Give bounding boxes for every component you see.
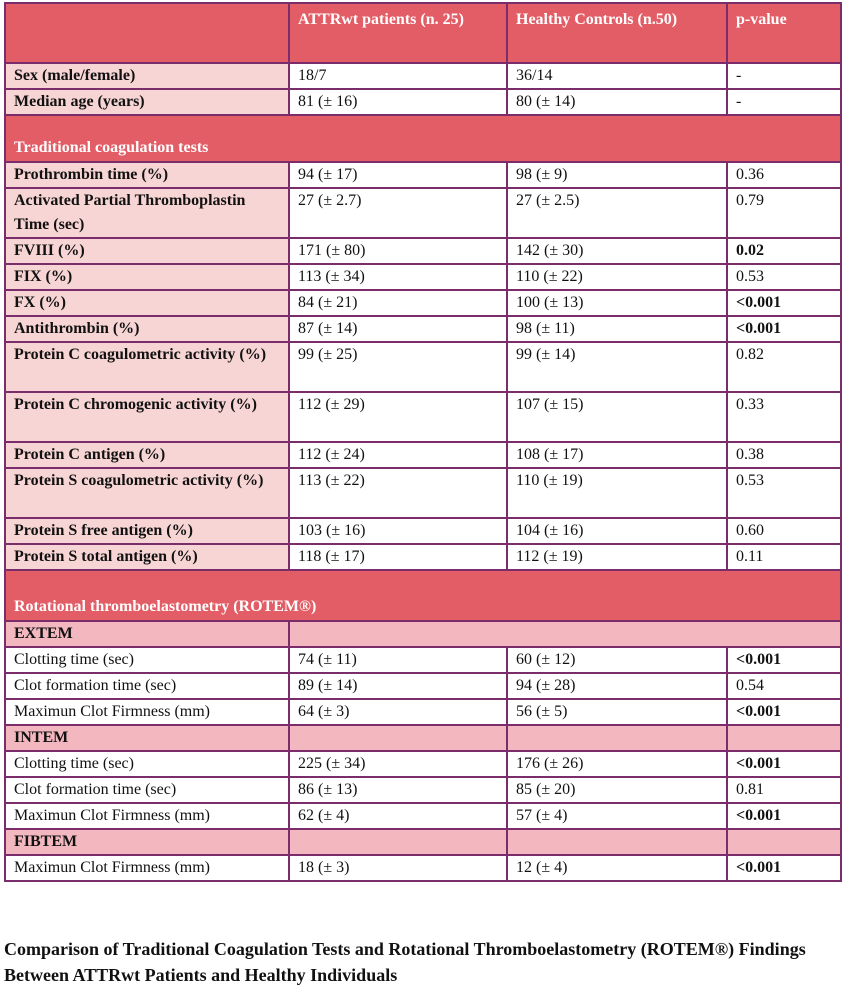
p-value: 0.38: [727, 442, 841, 468]
control-value: 60 (± 12): [507, 647, 727, 673]
header-controls: Healthy Controls (n.50): [507, 3, 727, 63]
table-row: [5, 290, 841, 316]
p-value: 0.53: [727, 468, 841, 518]
row-label: Clot formation time (sec): [5, 777, 289, 803]
section-header-row: [5, 570, 841, 621]
control-value: 94 (± 28): [507, 673, 727, 699]
attrwt-value: 112 (± 24): [289, 442, 507, 468]
p-value: <0.001: [727, 316, 841, 342]
attrwt-value: 118 (± 17): [289, 544, 507, 570]
table-header-row: [5, 3, 841, 63]
subsection-fill: [507, 829, 727, 855]
subsection-title: FIBTEM: [5, 829, 289, 855]
p-value: 0.82: [727, 342, 841, 392]
control-value: 12 (± 4): [507, 855, 727, 881]
control-value: 110 (± 19): [507, 468, 727, 518]
row-label: Protein S coagulometric activity (%): [5, 468, 289, 518]
attrwt-value: 225 (± 34): [289, 751, 507, 777]
attrwt-value: 27 (± 2.7): [289, 188, 507, 238]
row-label: Protein C coagulometric activity (%): [5, 342, 289, 392]
subsection-fill: [507, 725, 727, 751]
p-value: 0.54: [727, 673, 841, 699]
row-label: Median age (years): [5, 89, 289, 115]
control-value: 36/14: [507, 63, 727, 89]
control-value: 176 (± 26): [507, 751, 727, 777]
p-value: <0.001: [727, 647, 841, 673]
attrwt-value: 62 (± 4): [289, 803, 507, 829]
p-value: 0.81: [727, 777, 841, 803]
table-row: [5, 392, 841, 442]
attrwt-value: 64 (± 3): [289, 699, 507, 725]
row-label: Protein S free antigen (%): [5, 518, 289, 544]
control-value: 142 (± 30): [507, 238, 727, 264]
table-row: [5, 89, 841, 115]
row-label: Maximun Clot Firmness (mm): [5, 803, 289, 829]
control-value: 104 (± 16): [507, 518, 727, 544]
table-caption: Comparison of Traditional Coagulation Tests and Rotational Thromboelastometry (ROTEM®) Findings Between ATTRwt Patients and Healthy Individuals: [4, 939, 806, 985]
row-label: Protein C chromogenic activity (%): [5, 392, 289, 442]
p-value: <0.001: [727, 751, 841, 777]
table-row: [5, 751, 841, 777]
control-value: 108 (± 17): [507, 442, 727, 468]
subsection-fill: [289, 725, 507, 751]
p-value: <0.001: [727, 699, 841, 725]
control-value: 112 (± 19): [507, 544, 727, 570]
row-label: Clot formation time (sec): [5, 673, 289, 699]
p-value: -: [727, 63, 841, 89]
subsection-fill: [289, 829, 507, 855]
attrwt-value: 113 (± 34): [289, 264, 507, 290]
attrwt-value: 94 (± 17): [289, 162, 507, 188]
attrwt-value: 84 (± 21): [289, 290, 507, 316]
p-value: 0.53: [727, 264, 841, 290]
table-row: [5, 342, 841, 392]
table-row: [5, 162, 841, 188]
subsection-fill: [727, 829, 841, 855]
p-value: <0.001: [727, 290, 841, 316]
row-label: Maximun Clot Firmness (mm): [5, 855, 289, 881]
control-value: 99 (± 14): [507, 342, 727, 392]
header-p-value: p-value: [727, 3, 841, 63]
p-value: 0.33: [727, 392, 841, 442]
attrwt-value: 113 (± 22): [289, 468, 507, 518]
control-value: 80 (± 14): [507, 89, 727, 115]
subsection-row: [5, 725, 841, 751]
table-row: [5, 544, 841, 570]
subsection-fill: [289, 621, 841, 647]
results-table: [4, 2, 842, 882]
control-value: 100 (± 13): [507, 290, 727, 316]
row-label: Clotting time (sec): [5, 751, 289, 777]
table-row: [5, 316, 841, 342]
table-row: [5, 518, 841, 544]
p-value: 0.11: [727, 544, 841, 570]
attrwt-value: 99 (± 25): [289, 342, 507, 392]
control-value: 27 (± 2.5): [507, 188, 727, 238]
row-label: FX (%): [5, 290, 289, 316]
attrwt-value: 18 (± 3): [289, 855, 507, 881]
subsection-row: [5, 829, 841, 855]
control-value: 85 (± 20): [507, 777, 727, 803]
attrwt-value: 81 (± 16): [289, 89, 507, 115]
attrwt-value: 18/7: [289, 63, 507, 89]
row-label: Activated Partial Thromboplastin Time (sec): [5, 188, 289, 238]
row-label: Antithrombin (%): [5, 316, 289, 342]
table-row: [5, 673, 841, 699]
control-value: 56 (± 5): [507, 699, 727, 725]
row-label: Protein C antigen (%): [5, 442, 289, 468]
table-row: [5, 188, 841, 238]
p-value: <0.001: [727, 803, 841, 829]
section-title: Rotational thromboelastometry (ROTEM®): [5, 570, 841, 621]
attrwt-value: 112 (± 29): [289, 392, 507, 442]
p-value: 0.36: [727, 162, 841, 188]
row-label: Sex (male/female): [5, 63, 289, 89]
subsection-row: [5, 621, 841, 647]
attrwt-value: 74 (± 11): [289, 647, 507, 673]
row-label: FIX (%): [5, 264, 289, 290]
table-row: [5, 238, 841, 264]
table-row: [5, 442, 841, 468]
attrwt-value: 89 (± 14): [289, 673, 507, 699]
subsection-title: EXTEM: [5, 621, 289, 647]
table-row: [5, 264, 841, 290]
table-row: [5, 468, 841, 518]
table-row: [5, 855, 841, 881]
table-row: [5, 803, 841, 829]
table-row: [5, 777, 841, 803]
row-label: Prothrombin time (%): [5, 162, 289, 188]
table-row: [5, 647, 841, 673]
row-label: Maximun Clot Firmness (mm): [5, 699, 289, 725]
p-value: 0.79: [727, 188, 841, 238]
control-value: 110 (± 22): [507, 264, 727, 290]
control-value: 98 (± 9): [507, 162, 727, 188]
attrwt-value: 171 (± 80): [289, 238, 507, 264]
attrwt-value: 86 (± 13): [289, 777, 507, 803]
p-value: 0.60: [727, 518, 841, 544]
header-attrwt: ATTRwt patients (n. 25): [289, 3, 507, 63]
row-label: FVIII (%): [5, 238, 289, 264]
control-value: 98 (± 11): [507, 316, 727, 342]
p-value: -: [727, 89, 841, 115]
table-row: [5, 63, 841, 89]
attrwt-value: 103 (± 16): [289, 518, 507, 544]
header-empty-cell: [5, 3, 289, 63]
section-title: Traditional coagulation tests: [5, 115, 841, 162]
row-label: Protein S total antigen (%): [5, 544, 289, 570]
attrwt-value: 87 (± 14): [289, 316, 507, 342]
p-value: 0.02: [727, 238, 841, 264]
control-value: 57 (± 4): [507, 803, 727, 829]
subsection-title: INTEM: [5, 725, 289, 751]
section-header-row: [5, 115, 841, 162]
row-label: Clotting time (sec): [5, 647, 289, 673]
p-value: <0.001: [727, 855, 841, 881]
subsection-fill: [727, 725, 841, 751]
control-value: 107 (± 15): [507, 392, 727, 442]
table-row: [5, 699, 841, 725]
